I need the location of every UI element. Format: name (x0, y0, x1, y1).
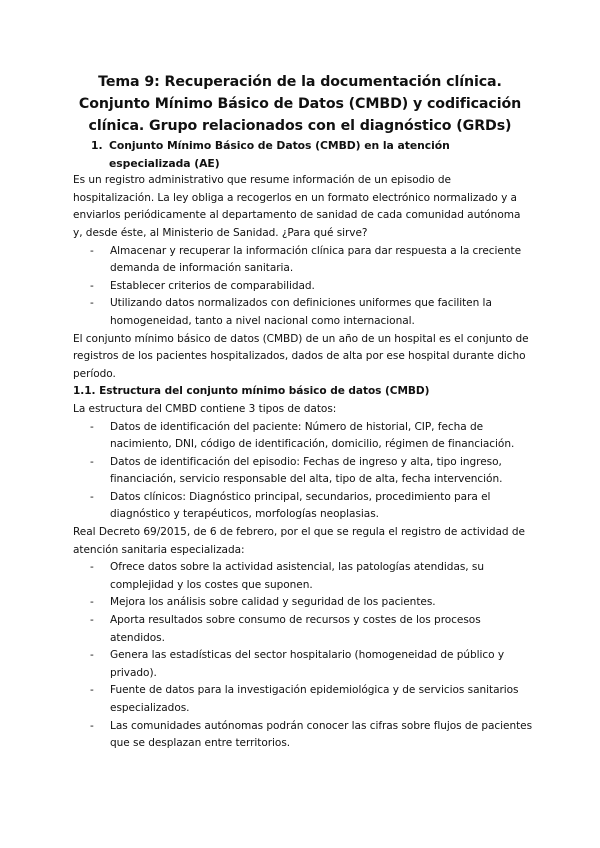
list-item: - Utilizando datos normalizados con definiciones uniformes que faciliten la homogeneidad, tanto a nivel nacional como internacional. (90, 297, 492, 327)
list-item: - Genera las estadísticas del sector hospitalario (homogeneidad de público y privado). (90, 649, 505, 679)
structure-intro: La estructura del CMBD contiene 3 tipos de datos: (73, 402, 337, 415)
bullet-dash: - (90, 614, 94, 627)
bullet-dash: - (90, 297, 94, 310)
list-item: - Datos clínicos: Diagnóstico principal, secundarios, procedimiento para el diagnóstico y terapéuticos, morfologías neoplasias. (90, 490, 491, 521)
bullet-dash: - (90, 455, 94, 468)
bullet-dash: - (90, 684, 94, 697)
document-body (73, 137, 533, 753)
list-item: - Datos de identificación del paciente: Número de historial, CIP, fecha de nacimiento, DNI, código de identificación, domicilio, régimen de financiación. (90, 420, 515, 451)
bullet-dash: - (90, 490, 94, 503)
bullet-dash: - (90, 279, 94, 292)
bullet-dash: - (90, 719, 94, 732)
list-item: - Las comunidades autónomas podrán conocer las cifras sobre flujos de pacientes que se desplazan entre territorios. (90, 719, 533, 750)
document-title: Tema 9: Recuperación de la documentación clínica. Conjunto Mínimo Básico de Datos (CMBD) y codificación clínica. Grupo relacionados con el diagnóstico (GRDs) (78, 74, 522, 134)
section-heading (73, 137, 503, 172)
bullet-dash: - (90, 420, 94, 433)
data-types-list (73, 419, 533, 525)
list-item: - Ofrece datos sobre la actividad asistencial, las patologías atendidas, su complejidad y los costes que suponen. (90, 561, 484, 591)
list-item: - Aporta resultados sobre consumo de recursos y costes de los procesos atendidos. (90, 614, 481, 644)
section-heading-text: Conjunto Mínimo Básico de Datos (CMBD) en la atención especializada (AE) (109, 139, 450, 170)
list-item: - Establecer criterios de comparabilidad. (73, 278, 533, 296)
purpose-list (73, 243, 533, 331)
decree-paragraph: Real Decreto 69/2015, de 6 de febrero, por el que se regula el registro de actividad de atención sanitaria especializada: (73, 526, 525, 556)
list-item: - Almacenar y recuperar la información clínica para dar respuesta a la creciente demanda de información sanitaria. (90, 244, 522, 275)
bullet-dash: - (90, 649, 94, 662)
definition-paragraph: El conjunto mínimo básico de datos (CMBD) de un año de un hospital es el conjunto de registros de los pacientes hospitalizados, dados de alta por ese hospital durante dicho período. (73, 332, 529, 380)
bullet-dash: - (90, 244, 94, 257)
bullet-dash: - (90, 596, 94, 609)
section-number: 1. (91, 139, 103, 152)
bullet-dash: - (90, 561, 94, 574)
list-item: - Fuente de datos para la investigación epidemiológica y de servicios sanitarios especializados. (90, 684, 519, 714)
list-item: - Datos de identificación del episodio: Fechas de ingreso y alta, tipo ingreso, financiación, servicio responsable del alta, tipo de alta, fecha intervención. (90, 455, 503, 486)
decree-list (73, 559, 533, 753)
subsection-heading: 1.1. Estructura del conjunto mínimo básico de datos (CMBD) (73, 385, 430, 398)
intro-paragraph: Es un registro administrativo que resume información de un episodio de hospitalización. La ley obliga a recogerlos en un formato electrónico normalizado y a enviarlos periódicamente al departamento de sanidad de cada comunidad autónoma y, desde éste, al Ministerio de Sanidad. ¿Para qué sirve? (73, 174, 521, 239)
list-item: - Mejora los análisis sobre calidad y seguridad de los pacientes. (73, 594, 533, 612)
